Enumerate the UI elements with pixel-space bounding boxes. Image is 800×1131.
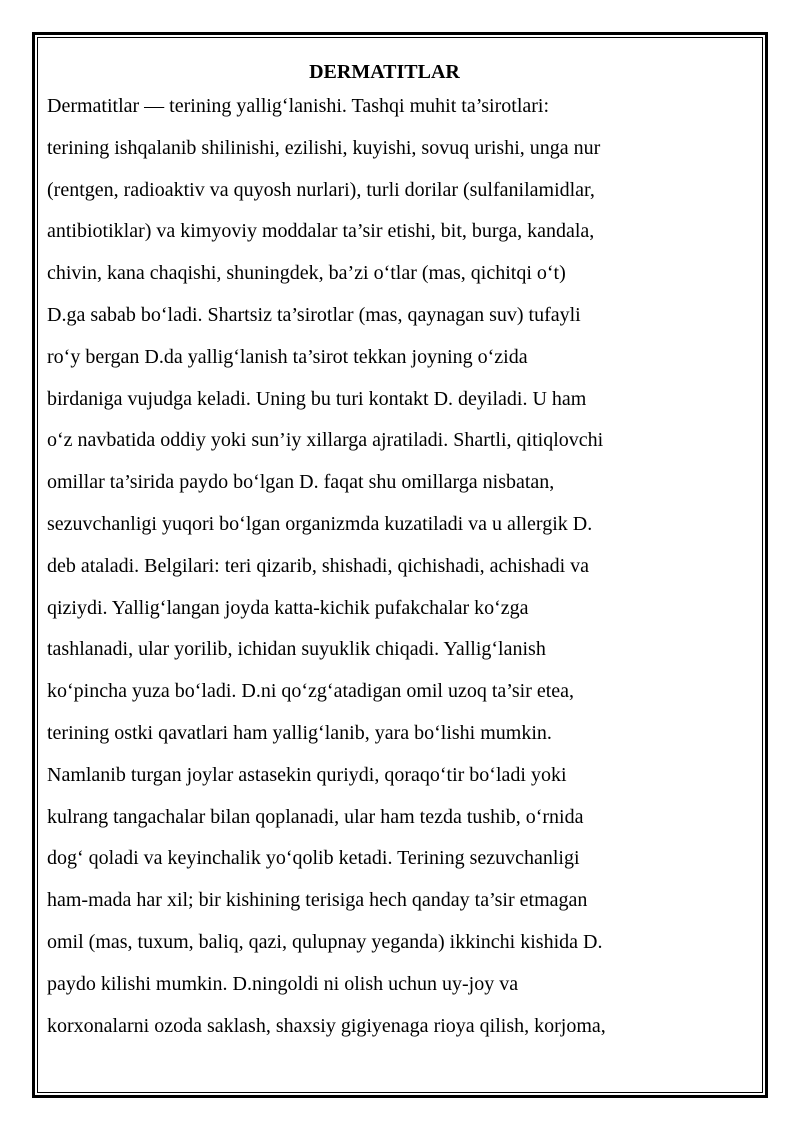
text-line: dog‘ qoladi va keyinchalik yo‘qolib ketadi. Terining sezuvchanligi [47,847,580,870]
text-line: birdaniga vujudga keladi. Uning bu turi kontakt D. deyiladi. U ham [47,387,587,410]
text-line: ham-mada har xil; bir kishining terisiga hech qanday ta’sir etmagan [47,889,588,912]
paragraph [47,86,747,1047]
text-line: Namlanib turgan joylar astasekin quriydi, qoraqo‘tir bo‘ladi yoki [47,763,567,786]
text-line: chivin, kana chaqishi, shuningdek, ba’zi o‘tlar (mas, qichitqi o‘t) [47,262,566,285]
text-line: sezuvchanligi yuqori bo‘lgan organizmda kuzatiladi va u allergik D. [47,512,593,535]
text-line: Dermatitlar — terining yallig‘lanishi. Tashqi muhit ta’sirotlari: [47,95,550,117]
text-line: korxonalarni ozoda saklash, shaxsiy gigiyenaga rioya qilish, korjoma, [47,1014,606,1037]
text-line: ro‘y bergan D.da yallig‘lanish ta’sirot tekkan joyning o‘zida [47,345,528,368]
document-title: DERMATITLAR [309,61,460,83]
text-line: paydo kilishi mumkin. D.ningoldi ni olish uchun uy-joy va [47,972,519,995]
text-line: terining ishqalanib shilinishi, ezilishi, kuyishi, sovuq urishi, unga nur [47,136,601,159]
text-line: tashlanadi, ular yorilib, ichidan suyuklik chiqadi. Yallig‘lanish [47,638,546,661]
text-line: kulrang tangachalar bilan qoplanadi, ular ham tezda tushib, o‘rnida [47,805,584,828]
text-line: o‘z navbatida oddiy yoki sun’iy xillarga ajratiladi. Shartli, qitiqlovchi [47,429,604,452]
text-line: omillar ta’sirida paydo bo‘lgan D. faqat shu omillarga nisbatan, [47,471,555,494]
text-line: ko‘pincha yuza bo‘ladi. D.ni qo‘zg‘atadigan omil uzoq ta’sir etea, [47,680,575,703]
text-line: (rentgen, radioaktiv va quyosh nurlari), turli dorilar (sulfanilamidlar, [47,178,595,201]
text-line: terining ostki qavatlari ham yallig‘lanib, yara bo‘lishi mumkin. [47,721,552,744]
text-line: antibiotiklar) va kimyoviy moddalar ta’sir etishi, bit, burga, kandala, [47,220,595,243]
text-line: D.ga sabab bo‘ladi. Shartsiz ta’sirotlar (mas, qaynagan suv) tufayli [47,303,581,326]
document-body [47,58,747,1047]
text-line: deb ataladi. Belgilari: teri qizarib, shishadi, qichishadi, achishadi va [47,554,590,577]
text-line: qiziydi. Yallig‘langan joyda katta-kichik pufakchalar ko‘zga [47,596,529,619]
text-line: omil (mas, tuxum, baliq, qazi, qulupnay yeganda) ikkinchi kishida D. [47,930,603,953]
